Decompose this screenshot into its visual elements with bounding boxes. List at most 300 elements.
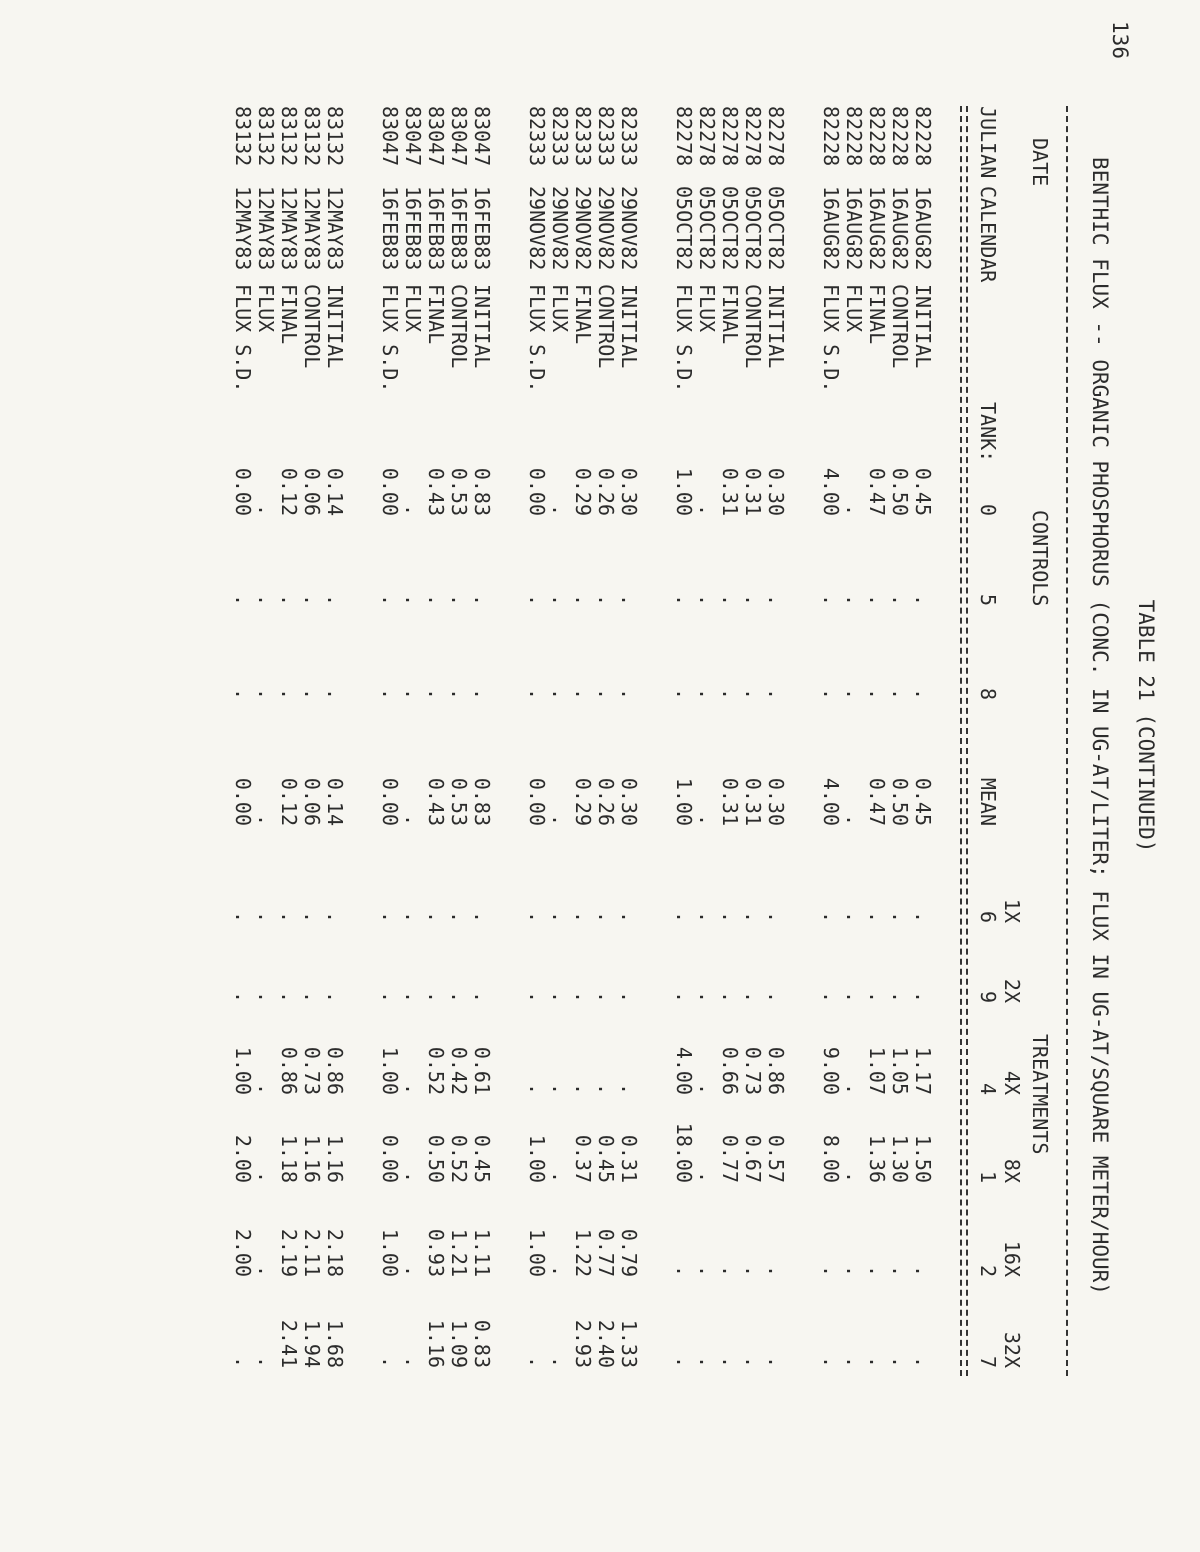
value-cell: 0.37 [571,1134,595,1183]
value-cell: . [695,910,719,923]
calendar-date: 16AUG82 [888,186,912,271]
calendar-date: 16AUG82 [819,186,843,271]
table-subtitle: BENTHIC FLUX -- ORGANIC PHOSPHORUS (CONC. IN UG-AT/LITER; FLUX IN UG-AT/SQUARE METER/HOUR) [1088,157,1112,1295]
value-cell: 1.68 [323,1319,347,1368]
calendar-date: 29NOV82 [525,186,549,271]
row-type: FLUX S.D. [231,284,255,393]
value-cell: 18.00 [672,1122,696,1183]
value-cell: . [695,687,719,700]
value-cell: . [254,1170,278,1183]
value-cell: 0.06 [300,777,324,826]
value-cell: 2.19 [277,1228,301,1277]
value-cell: 0.00 [231,467,255,516]
tank-header: 9 [976,990,1000,1003]
value-cell: . [764,990,788,1003]
value-cell: 0.14 [323,467,347,516]
value-cell: . [594,990,618,1003]
calendar-date: 16AUG82 [842,186,866,271]
value-cell: . [741,990,765,1003]
tank-header: 1 [976,1170,1000,1183]
value-cell: 0.66 [718,1046,742,1095]
julian-date: 82333 [525,106,549,167]
treatment-header: 1X [1000,898,1024,923]
value-cell: 1.94 [300,1319,324,1368]
value-cell: . [424,593,448,606]
value-cell: 1.30 [888,1134,912,1183]
value-cell: . [548,503,572,516]
value-cell: . [695,1082,719,1095]
value-cell: . [548,593,572,606]
value-cell: . [401,1082,425,1095]
value-cell: 0.73 [300,1046,324,1095]
value-cell: . [718,1355,742,1368]
value-cell: . [401,1264,425,1277]
value-cell: . [470,593,494,606]
value-cell: 0.93 [424,1228,448,1277]
value-cell: . [470,990,494,1003]
value-cell: . [525,1082,549,1095]
value-cell: . [888,687,912,700]
value-cell: 0.06 [300,467,324,516]
value-cell: 0.00 [231,777,255,826]
value-cell: . [594,910,618,923]
value-cell: . [741,1355,765,1368]
value-cell: 1.50 [911,1134,935,1183]
value-cell: . [401,813,425,826]
value-cell: . [819,1355,843,1368]
value-cell: . [741,593,765,606]
value-cell: . [277,687,301,700]
value-cell: 0.86 [323,1046,347,1095]
calendar-date: 16AUG82 [865,186,889,271]
value-cell: 1.17 [911,1046,935,1095]
julian-date: 83132 [300,106,324,167]
value-cell: . [231,1355,255,1368]
value-cell: . [548,1170,572,1183]
value-cell: 1.00 [378,1228,402,1277]
value-cell: . [672,990,696,1003]
value-cell: 0.30 [617,777,641,826]
calendar-date: 12MAY83 [231,186,255,271]
value-cell: . [842,910,866,923]
value-cell: 0.00 [378,777,402,826]
value-cell: . [865,990,889,1003]
value-cell: 0.77 [594,1228,618,1277]
value-cell: . [571,1082,595,1095]
julian-date: 82228 [819,106,843,167]
treatment-header: 32X [1000,1331,1024,1368]
value-cell: 0.26 [594,777,618,826]
row-type: FLUX [548,284,572,333]
header-date: DATE [1028,138,1052,187]
value-cell: 0.53 [447,467,471,516]
value-cell: . [548,813,572,826]
julian-date: 83132 [231,106,255,167]
value-cell: 1.00 [525,1134,549,1183]
value-cell: 2.00 [231,1134,255,1183]
value-cell: 0.53 [447,777,471,826]
value-cell: 1.22 [571,1228,595,1277]
calendar-date: 05OCT82 [741,186,765,271]
value-cell: . [672,910,696,923]
row-type: FLUX [254,284,278,333]
row-type: CONTROL [741,284,765,369]
value-cell: . [865,687,889,700]
value-cell: 4.00 [819,777,843,826]
value-cell: . [617,593,641,606]
calendar-date: 29NOV82 [594,186,618,271]
value-cell: . [594,687,618,700]
value-cell: 0.50 [888,777,912,826]
julian-date: 82228 [888,106,912,167]
value-cell: 0.26 [594,467,618,516]
value-cell: . [594,1082,618,1095]
value-cell: . [300,593,324,606]
value-cell: 0.50 [888,467,912,516]
page-number: 136 [1108,21,1132,59]
value-cell: . [571,687,595,700]
value-cell: . [764,687,788,700]
julian-date: 82333 [548,106,572,167]
value-cell: . [525,910,549,923]
calendar-date: 16FEB83 [470,186,494,271]
value-cell: . [548,1082,572,1095]
value-cell: . [378,1355,402,1368]
value-cell: . [300,990,324,1003]
value-cell: . [865,593,889,606]
calendar-date: 05OCT82 [718,186,742,271]
value-cell: 0.30 [617,467,641,516]
value-cell: 1.00 [231,1046,255,1095]
value-cell: . [842,1082,866,1095]
value-cell: . [718,687,742,700]
calendar-date: 16FEB83 [401,186,425,271]
value-cell: . [695,990,719,1003]
value-cell: 0.00 [525,467,549,516]
tank-header: 7 [976,1355,1000,1368]
value-cell: . [548,1264,572,1277]
value-cell: 0.47 [865,467,889,516]
value-cell: . [548,1355,572,1368]
value-cell: 1.11 [470,1228,494,1277]
treatment-header: 4X [1000,1070,1024,1095]
value-cell: . [819,593,843,606]
value-cell: . [672,687,696,700]
value-cell: 0.31 [718,777,742,826]
value-cell: . [741,687,765,700]
value-cell: . [323,593,347,606]
calendar-date: 12MAY83 [323,186,347,271]
value-cell: . [254,1355,278,1368]
value-cell: . [842,593,866,606]
value-cell: 8.00 [819,1134,843,1183]
value-cell: . [548,687,572,700]
value-cell: . [865,1264,889,1277]
value-cell: . [378,687,402,700]
value-cell: . [447,593,471,606]
value-cell: . [842,503,866,516]
value-cell: . [888,1355,912,1368]
header-calendar: CALENDAR [976,186,1000,283]
calendar-date: 05OCT82 [672,186,696,271]
value-cell: . [548,910,572,923]
row-type: INITIAL [617,284,641,369]
value-cell: 0.12 [277,777,301,826]
value-cell: 0.52 [447,1134,471,1183]
value-cell: 1.05 [888,1046,912,1095]
value-cell: . [718,990,742,1003]
calendar-date: 29NOV82 [617,186,641,271]
value-cell: 0.47 [865,777,889,826]
header-rule-2 [960,106,962,1376]
tank-header: 8 [976,687,1000,700]
value-cell: 0.45 [470,1134,494,1183]
value-cell: . [617,990,641,1003]
row-type: CONTROL [300,284,324,369]
value-cell: . [764,1264,788,1277]
value-cell: . [254,990,278,1003]
table-title: TABLE 21 (CONTINUED) [1134,599,1158,853]
value-cell: . [764,593,788,606]
value-cell: . [254,1264,278,1277]
value-cell: 1.16 [323,1134,347,1183]
tank-header: 2 [976,1264,1000,1277]
row-type: CONTROL [594,284,618,369]
value-cell: . [254,593,278,606]
value-cell: . [470,687,494,700]
row-type: FINAL [718,284,742,345]
julian-date: 82333 [594,106,618,167]
value-cell: 9.00 [819,1046,843,1095]
value-cell: . [277,910,301,923]
value-cell: . [819,687,843,700]
row-type: FINAL [571,284,595,345]
value-cell: . [764,910,788,923]
julian-date: 82228 [911,106,935,167]
value-cell: 0.73 [741,1046,765,1095]
value-cell: . [617,1082,641,1095]
value-cell: 0.31 [741,777,765,826]
value-cell: 0.31 [617,1134,641,1183]
value-cell: . [231,910,255,923]
rotated-table-sheet [231,16,1200,1436]
value-cell: . [718,1264,742,1277]
value-cell: . [865,910,889,923]
value-cell: 2.41 [277,1319,301,1368]
value-cell: . [300,687,324,700]
value-cell: . [401,503,425,516]
value-cell: . [424,687,448,700]
julian-date: 83047 [401,106,425,167]
value-cell: 1.21 [447,1228,471,1277]
value-cell: . [695,1355,719,1368]
value-cell: . [447,687,471,700]
value-cell: 0.31 [741,467,765,516]
julian-date: 83047 [378,106,402,167]
value-cell: 2.18 [323,1228,347,1277]
value-cell: . [300,910,324,923]
julian-date: 82278 [695,106,719,167]
value-cell: . [911,910,935,923]
value-cell: . [911,1355,935,1368]
row-type: FINAL [424,284,448,345]
value-cell: . [819,1264,843,1277]
value-cell: 0.00 [378,467,402,516]
calendar-date: 12MAY83 [277,186,301,271]
value-cell: 1.09 [447,1319,471,1368]
row-type: CONTROL [447,284,471,369]
treatment-header: 8X [1000,1158,1024,1183]
value-cell: . [718,910,742,923]
value-cell: . [819,990,843,1003]
value-cell: . [888,1264,912,1277]
value-cell: 0.43 [424,467,448,516]
value-cell: . [842,1170,866,1183]
value-cell: . [401,910,425,923]
value-cell: . [447,910,471,923]
julian-date: 82278 [741,106,765,167]
value-cell: . [911,990,935,1003]
top-rule [1066,106,1068,1376]
value-cell: 1.00 [378,1046,402,1095]
value-cell: . [525,990,549,1003]
header-julian: JULIAN [976,106,1000,179]
treatment-header: 2X [1000,978,1024,1003]
value-cell: 0.45 [911,777,935,826]
value-cell: . [254,813,278,826]
value-cell: . [695,1264,719,1277]
value-cell: 1.16 [300,1134,324,1183]
julian-date: 82333 [571,106,595,167]
julian-date: 82278 [672,106,696,167]
value-cell: 0.30 [764,467,788,516]
value-cell: 2.00 [231,1228,255,1277]
row-type: INITIAL [911,284,935,369]
value-cell: 1.00 [672,467,696,516]
value-cell: . [888,593,912,606]
value-cell: 0.52 [424,1046,448,1095]
tank-header: 4 [976,1082,1000,1095]
value-cell: 4.00 [672,1046,696,1095]
julian-date: 83047 [447,106,471,167]
tank-header: 5 [976,593,1000,606]
value-cell: . [254,687,278,700]
value-cell: . [617,910,641,923]
row-type: FLUX [401,284,425,333]
value-cell: . [548,990,572,1003]
value-cell: 0.83 [470,777,494,826]
value-cell: . [911,687,935,700]
value-cell: . [672,1264,696,1277]
row-type: INITIAL [323,284,347,369]
row-type: FLUX S.D. [378,284,402,393]
value-cell: 0.45 [911,467,935,516]
value-cell: . [911,593,935,606]
value-cell: 0.86 [277,1046,301,1095]
value-cell: 0.00 [525,777,549,826]
julian-date: 83132 [323,106,347,167]
row-type: FLUX S.D. [819,284,843,393]
julian-date: 82278 [764,106,788,167]
value-cell: . [819,910,843,923]
row-type: INITIAL [470,284,494,369]
calendar-date: 12MAY83 [254,186,278,271]
value-cell: 2.40 [594,1319,618,1368]
value-cell: . [842,1355,866,1368]
calendar-date: 29NOV82 [571,186,595,271]
header-tank-label: TANK: [976,402,1000,463]
value-cell: . [323,687,347,700]
value-cell: . [571,990,595,1003]
value-cell: 0.61 [470,1046,494,1095]
julian-date: 82333 [617,106,641,167]
tank-header: 6 [976,910,1000,923]
value-cell: . [695,593,719,606]
calendar-date: 16FEB83 [378,186,402,271]
value-cell: . [571,910,595,923]
value-cell: 1.16 [424,1319,448,1368]
value-cell: . [277,593,301,606]
value-cell: 0.79 [617,1228,641,1277]
julian-date: 83132 [277,106,301,167]
value-cell: . [741,910,765,923]
value-cell: . [254,910,278,923]
value-cell: . [672,1355,696,1368]
value-cell: . [231,687,255,700]
value-cell: . [888,910,912,923]
value-cell: 0.14 [323,777,347,826]
treatment-header: 16X [1000,1240,1024,1277]
julian-date: 82228 [865,106,889,167]
row-type: FLUX [842,284,866,333]
value-cell: 0.50 [424,1134,448,1183]
value-cell: . [424,990,448,1003]
value-cell: 0.83 [470,467,494,516]
value-cell: 2.93 [571,1319,595,1368]
value-cell: 0.86 [764,1046,788,1095]
calendar-date: 16AUG82 [911,186,935,271]
row-type: FINAL [277,284,301,345]
value-cell: 4.00 [819,467,843,516]
value-cell: 1.00 [525,1228,549,1277]
value-cell: . [842,1264,866,1277]
row-type: FLUX S.D. [672,284,696,393]
row-type: FLUX S.D. [525,284,549,393]
header-rule-1 [966,106,968,1376]
value-cell: 0.83 [470,1319,494,1368]
value-cell: 0.00 [378,1134,402,1183]
value-cell: . [378,593,402,606]
value-cell: 0.31 [718,467,742,516]
header-treatments: TREATMENTS [1028,1034,1052,1155]
tank-header: MEAN [976,777,1000,826]
julian-date: 83047 [470,106,494,167]
value-cell: . [842,813,866,826]
value-cell: 0.77 [718,1134,742,1183]
value-cell: 0.29 [571,467,595,516]
value-cell: . [401,990,425,1003]
value-cell: . [571,593,595,606]
value-cell: . [672,593,696,606]
value-cell: . [525,687,549,700]
julian-date: 82228 [842,106,866,167]
value-cell: 2.11 [300,1228,324,1277]
julian-date: 83047 [424,106,448,167]
value-cell: 0.42 [447,1046,471,1095]
value-cell: . [254,503,278,516]
value-cell: 0.67 [741,1134,765,1183]
value-cell: . [741,1264,765,1277]
